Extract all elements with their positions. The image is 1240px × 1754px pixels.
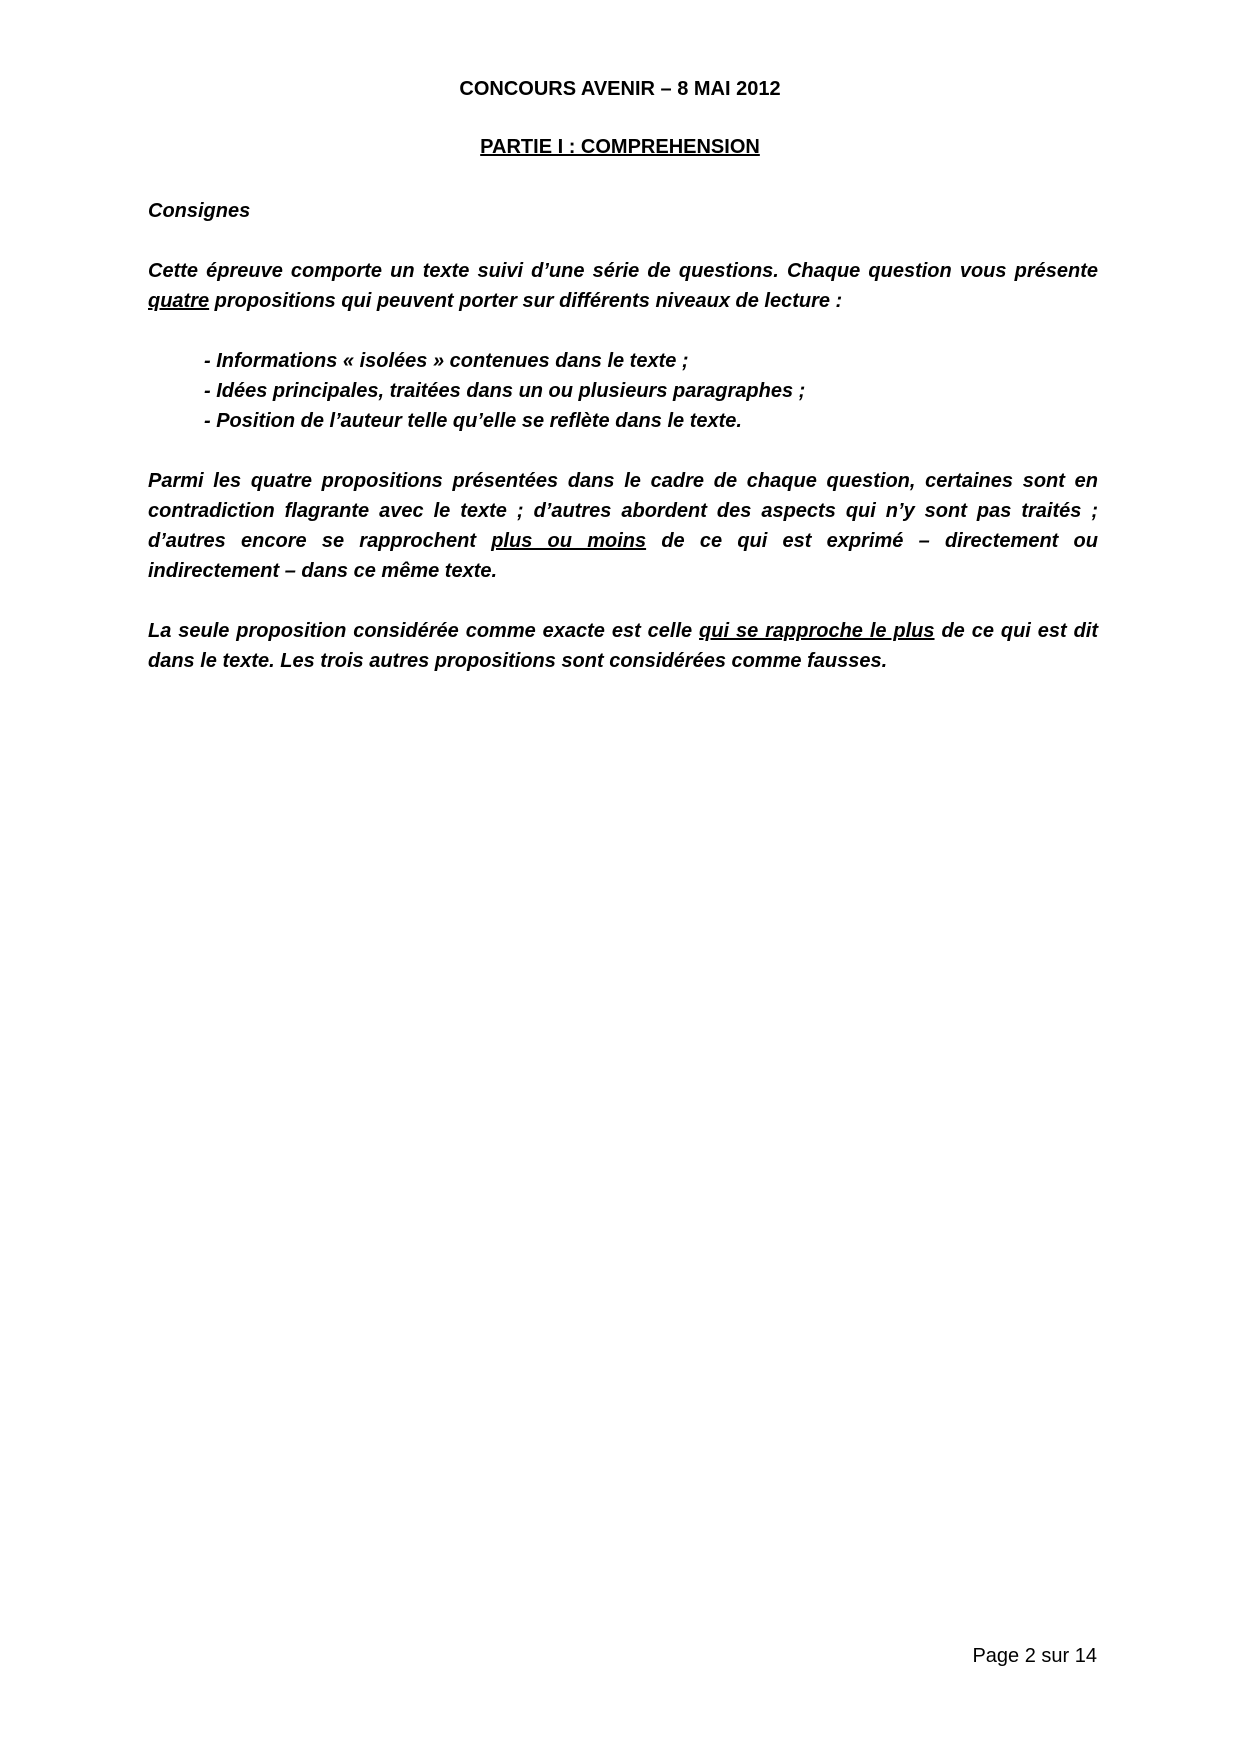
paragraph-3-underlined: qui se rapproche le plus xyxy=(699,620,935,642)
list-item: - Informations « isolées » contenues dans le texte ; xyxy=(204,350,689,372)
section-title: PARTIE I : COMPREHENSION xyxy=(480,136,760,158)
instructions-heading: Consignes xyxy=(148,200,251,222)
paragraph-2-underlined: plus ou moins xyxy=(491,530,647,552)
paragraph-1-underlined: quatre xyxy=(148,290,210,312)
paragraph-2-text-end: de ce qui est exprimé – directement ou indirectement – dans ce même texte. xyxy=(148,530,1098,582)
list-item: - Idées principales, traitées dans un ou plusieurs paragraphes ; xyxy=(204,380,806,402)
instructions-paragraph-2 xyxy=(148,466,1098,586)
instructions-paragraph-1 xyxy=(148,256,1098,316)
paragraph-3-text-end: de ce qui est dit dans le texte. Les trois autres propositions sont considérées comme fausses. xyxy=(148,620,1098,672)
paragraph-1-text-start: Cette épreuve comporte un texte suivi d’une série de questions. Chaque question vous présente xyxy=(148,260,1098,282)
paragraph-2-text-start: Parmi les quatre propositions présentées dans le cadre de chaque question, certaines sont en contradiction flagrante avec le texte ; d’autres abordent des aspects qui n’y sont pas traités ; d’autres encore se rapprochent xyxy=(148,470,1098,552)
paragraph-1-text-end: propositions qui peuvent porter sur différents niveaux de lecture : xyxy=(209,290,843,312)
page-number: Page 2 sur 14 xyxy=(972,1645,1097,1667)
list-item: - Position de l’auteur telle qu’elle se reflète dans le texte. xyxy=(204,410,742,432)
reading-levels-list xyxy=(148,346,1098,436)
document-title: CONCOURS AVENIR – 8 MAI 2012 xyxy=(459,78,781,100)
instructions-block xyxy=(148,196,1098,706)
instructions-paragraph-3 xyxy=(148,616,1098,676)
paragraph-3-text-start: La seule proposition considérée comme exacte est celle xyxy=(148,620,700,642)
